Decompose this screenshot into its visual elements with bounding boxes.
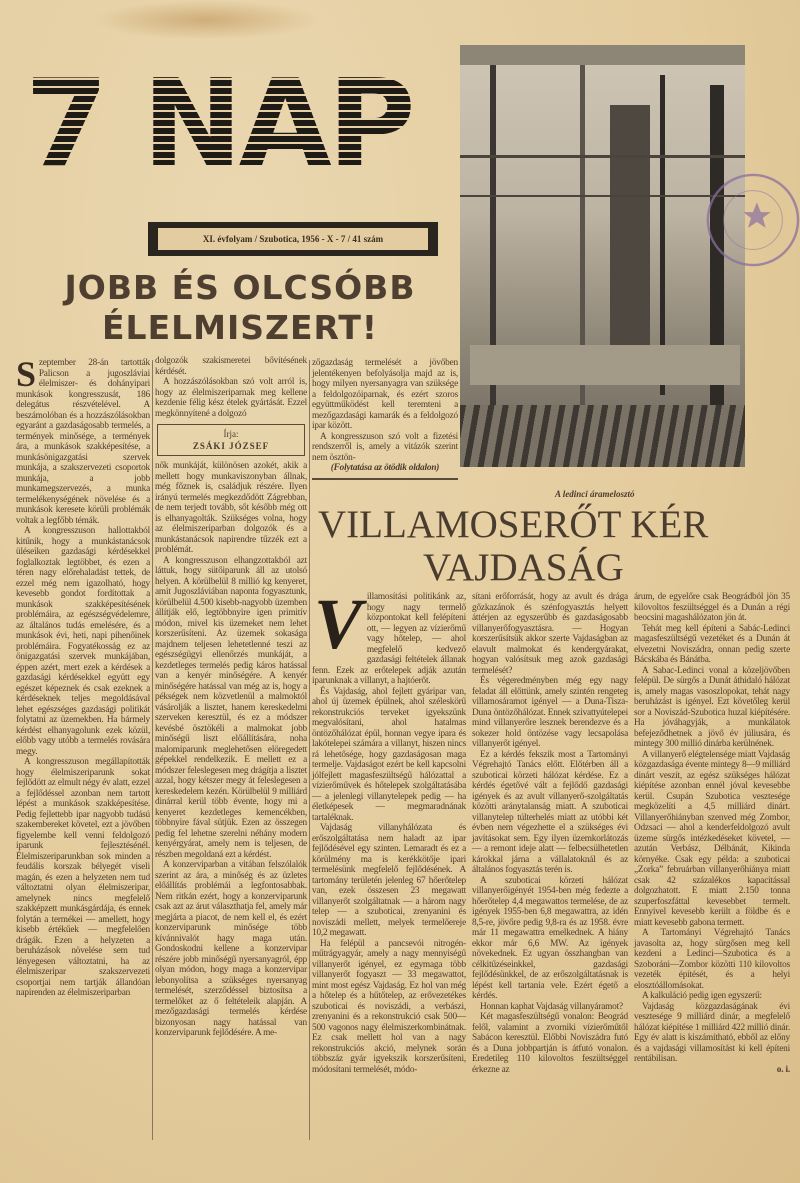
paragraph: zőgazdaság termelését a jövőben jelentékenyen befolyásolja majd az is, hogy milyen nyersanyagra van szüksége a feldolgozóiparnak, és ezért szoros együttműködést kell teremteni a mezőgazdasági kamarák és a feldolgozó ipar között. bbox=[312, 358, 458, 431]
paper-stain bbox=[90, 0, 320, 40]
article2-column-3 bbox=[634, 592, 790, 1075]
paragraph: Vajdaság közgazdaságának évi vesztesége 9 milliárd dinár, a megfelelő hálózat kiépítése 1 milliárd 422 millió dinár. Egy év alatt is kiszámítható, ebből az előny és a vajdasági villamosítást ki kell építeni rentábilisan. bbox=[634, 1001, 790, 1064]
paragraph: A szuboticai körzeti hálózat villanyerőigényét 1954-ben még fedezte a hőerőtelep 4,4 megawattos termelése, de az igények 1955-ben 6,8 megawattra, az idén 8,5-re, jövőre pedig 9,8-ra és az 1958. évre már 11 megawattra emelkednek. A hiány ekkor már 6,6 MW. Az igények növekednek. Ez ugyan összhangban van célkitűzéseinkkel, gazdasági fejlődésünkkel, de az erőszolgáltatásnak is lépést kell tartania vele. Ezért égető a kérdés. bbox=[472, 875, 628, 1001]
logo-text: 7 NAP bbox=[25, 40, 412, 210]
byline-label: Írja: bbox=[223, 429, 239, 439]
paragraph: nők munkáját, különösen azokét, akik a mellett hogy munkaviszonyban állnak, még főznek is, családjuk részére. Ilyen irányú termelés megkezdődött Zágrebban, de nem terjedt tovább, sőt később még ott is elhanyagolták. Szükséges volna, hogy az élelmiszeriparban dolgozók és a munkástanácsok napirendre tűzzék ezt a problémát. bbox=[155, 461, 307, 555]
paragraph: És Vajdaság, ahol fejlett gyáripar van, ahol új üzemek épülnek, ahol széleskörű rekonstrukciós terveket igyekszünk megvalósítani, ahol hatalmas öntözőhálózat épül, honnan vegye ipara és lakótelepei számára a villanyt, hiszen nincs rá lehetősége, hogy gazdaságosan maga termelje. Vajdaságot ezért be kell kapcsolni jólfejlett magasfeszültségű hálózattal a vízierőművek és hőtelepek szolgáltatásába — a jelenlegi villanytelepek pedig — ha életképesek — megmaradnának tartaléknak. bbox=[312, 686, 466, 823]
paragraph: zeptember 28-án tartották Palicson a jugoszláviai élelmiszer- és dohányipari munkások kongresszusát, 186 delegátus részvételével. A beszámolóban és a hozzászólásokban egyaránt a gazdaságosabb termelés, a termények minősége, a termények ára, a munkások szakképesítése, a munkásönigazgatási szervek munkája, a szakszervezeti csoportok munkája, a jobb munkamegszervezés, a munka termelékenységének növelése és a munkások keresete körüli problémák voltak a legfőbb témák. bbox=[16, 358, 150, 526]
article2-column-1 bbox=[312, 584, 466, 1075]
column-divider bbox=[309, 360, 310, 1140]
paragraph: A hozzászólásokban szó volt arról is, hogy az élelmiszeriparnak meg kellene kezdenie félig kész ételek gyártását. Ezzel megkönnyítené a dolgozó bbox=[155, 377, 307, 419]
paragraph: Ez a kérdés fekszik most a Tartományi Végrehajtó Tanács előtt. Előtérben áll a szuboticai körzeti hálózat kérdése. Ez a kérdés égetővé vált a fejlődő gazdasági igények és az avult villanyerő-szolgáltatás közötti aránytalanság miatt. A szuboticai villanytelep túlterhelés miatt az utóbbi két évben nem végezhette el a szükséges évi javításokat sem. Egy ilyen üzemkorlátozás — a remont ideje alatt — felbecsülhetetlen károkkal járna a vállalatoknál és az általános fogyasztás terén is. bbox=[472, 749, 628, 875]
article2-column-2 bbox=[472, 592, 628, 1075]
dateline-box bbox=[148, 222, 438, 256]
paragraph: A kongresszuson elhangzottakból azt láttuk, hogy sütőiparunk áll az utolsó helyen. A körülbelül 8 millió kg kenyeret, amit Jugoszláviában naponta fogyasztunk, körülbelül 4.500 kisebb-nagyobb üzemben állítják elő, legtöbbnyire igen primitív módon, mivel kis üzemeket nem lehet korszerűsíteni. Az üzemek sokasága majdnem teljesen lehetetlenné teszi az egészségügyi ellenőrzés munkáját, a kezdetleges termelés pedig káros hatással van a kenyér minőségére. A kenyér minőségére hatással van még az is, hogy a pékségek nem közvetlenül a malmoktól vásárolják a lisztet, hanem kereskedelmi szerveken keresztül, és ez a módszer kevésbé ösztökéli a malmokat jobb minőségű liszt előállítására, noha malomiparunk meglehetősen elöregedett gépekkel rendelkezik. E mellett ez a módszer feleslegesen meg drágítja a lisztet azzal, hogy kétszer megy át feleslegesen a kereskedelem kezén. Körülbelül 9 milliárd dinárral kerül több évente, hogy mi a kenyeret kezdetleges kemencékben, többnyire fával sütjük. Ezen az összegen pedig fel lehetne szerelni néhány modern kenyérgyárat, amely nem is teljesen, de részben megoldaná ezt a kérdést. bbox=[155, 555, 307, 860]
paragraph: A kongresszuson hallottakból kitűnik, hogy a munkástanácsok üléseiken gazdasági kérdésekkel foglalkoztak legtöbbet, és ezen a téren nagy előrehaladást tettek, de ezzel még nem igazolható, hogy kevesebb gondot fordítottak a munkások szakképesítésének problémáira, az egészségvédelemre, az általános tudás emelésére, és a munkások évi, heti, napi pihenőinek problémáira. Fogyatékosság ez az önigazgatási szervek munkájában, éppen azért, mert ezek a kérdések a gazdasági kérdésekkel együtt egy egészet képeznek és csak ezeknek a kérdéseknek teljes megoldásával lehet egészséges gazdasági politikát folytatni az üzemekben. Ha bármely kérdést elhanyagolunk ezek közül, előbb vagy utóbb a termelés rovására megy. bbox=[16, 526, 150, 757]
paragraph: A Sabac-Ledinci vonal a közeljövőben felépül. De sürgős a Dunát áthidaló hálózat is, amely magas vasoszlopokat, tehát nagy beruházást is igényel. Ezt követőleg kerül sor a Noviszád-Szubotica huzal kiépítésére. Ha jóváhagyják, a munkálatok befejeződhetnek a jövő év júliusára, és mintegy 300 millió dinárba kerülnének. bbox=[634, 665, 790, 749]
continued-link[interactable]: (Folytatása az ötödik oldalon) bbox=[330, 463, 440, 473]
paragraph: dolgozók szakismeretei bővítésének kérdését. bbox=[155, 356, 307, 377]
subheading: Honnan kaphat Vajdaság villanyáramot? bbox=[480, 1001, 623, 1012]
paragraph: A kalkuláció pedig igen egyszerű: bbox=[642, 991, 762, 1001]
paragraph: És végeredményben még egy nagy feladat áll előttünk, amely szintén rengeteg villamosáramot igényel — a Duna-Tisza-Duna öntözőhálózat. Ennek szivattyútelepei mind villanyerőre lesznek berendezve és a sokezer hold öntözése vagy lecsapolása villanyerőt igényel. bbox=[472, 676, 628, 749]
headline-line-1: JOBB ÉS OLCSÓBB bbox=[64, 268, 416, 307]
paragraph: Vajdaság villanyhálózata és erőszolgáltatása nem haladt az ipar fejlődésével egy szinten. Lemaradt és ez a körülmény ma is kerékkötője ipari termelésünk megfelelő fejlődésének. A tartomány területén jelenleg 67 hőerőtelep van, ezek összesen 23 megawatt villanyerőt szolgáltatnak — a három nagy telep — a szuboticai, zrenyanini és noviszádi mellett, melyek termelőereje 10,2 megawatt. bbox=[312, 823, 466, 938]
headline-line-2: VAJDASÁG bbox=[423, 546, 624, 589]
article-divider bbox=[312, 478, 458, 480]
column-divider bbox=[152, 360, 153, 1140]
paragraph: A kongresszuson szó volt a fizetési rendszerről is, amely a vitázók szerint nem ösztön- bbox=[312, 431, 458, 463]
dateline: XI. évfolyam / Szubotica, 1956 - X - 7 / 41 szám bbox=[158, 228, 428, 250]
paragraph: Ha felépül a pancsevói nitrogén-műtrágyagyár, amely a nagy mennyiségű villanyerőt igényel, ez egymaga több villanyerőt fogyaszt — 33 megawattot, mint most egész Vajdaság. Ez hol van még a hőtelep és a hűtőtelep, az erővezetékes szuboticai és noviszádi, a verbászi, zrenyanini és a rekonstrukció csak 500—500 vagonos nagy élelmiszerkombinátnak. Ez csak mellett hol van a nagy rekonstrukciós akció, melynek során többszáz gyár igyekszik korszerűsíteni, módosítani termelését, módo- bbox=[312, 938, 466, 1075]
library-stamp bbox=[702, 168, 800, 272]
paragraph: A konzerviparban a vitában felszólalók szerint az ára, a minőség és az üzletes előállítás problémái a legfontosabbak. Nem ritkán ezért, hogy a konzerviparunk csak azt az árut választhatja fel, amely már megjárta a piacot, de nem kell el, és ezért konzerviparunk minősége több kívánnivalót hagy maga után. Gondoskodni kellene a konzervipar részére jobb minőségű nyersanyagról, épp olyan módon, hogy maga a konzervipar lebonyolítsa a szükséges nyersanyag termelését, szerződéssel biztosítsa a termelőket az ő feltételeik alapján. A mezőgazdasági termelés kérdése bizonyosan nagy hatással van konzerviparunk fejlődésére. A me- bbox=[155, 860, 307, 1038]
paragraph: A villanyerő elégtelensége miatt Vajdaság közgazdasága évente mintegy 8—9 milliárd dinárt veszít, az egész szükséges hálózat kiépítése azonban ennél jóval kevesebbe kerül. Csupán Szubotica vesztesége megközelíti a 4,5 milliárd dinárt. Villanyerőhiányban szenved még Zombor, Odzsaci — ahol a kenderfeldolgozó avult üzeme sürgős intézkedéseket követel, — azután Verbász, Délbánát, Kikinda környéke. Csak egy példa: a szuboticai „Zorka” februárban villanyerőhiánya miatt csak 42 százalékos kapacitással dolgozhatott. E miatt 2.150 tonna szuperfoszfáttal kevesebbet termelt. Ennyivel kevesebb került a földbe és e miatt kevesebb gabona termett. bbox=[634, 749, 790, 928]
paragraph: A kongresszuson megállapították hogy élelmiszeriparunk sokat fejlődött az elmult négy év alatt, ezzel a fejlődéssel azonban nem tartott lépést a munkások szakképesítése. Pedig fejlettebb ipar nagyobb tudású szakembereket követel, ezt a jövőben figyelembe kell venni feldolgozó iparunk fejlesztésénél. Élelmiszeriparunkban sok minden a feudális korszak bélyegét viseli magán, és ezen a helyzeten nem tud változtatni olyan élelmiszeripar, amelynek nincs megfelelő szakképzett munkásgárdája, és ennek folytán a termékei — amellett, hogy kisebb értékűek — megfelelően drágák. Ezen a helyzeten a beruházások növelése sem tud lényegesen változtatni, ha az élelmiszeripar szakszervezeti csoportjai nem tartják állandóan napirenden az élelmiszeriparban bbox=[16, 757, 150, 998]
paragraph: illamosítási politikánk az, hogy nagy termelő központokat kell felépíteni ott, — legyen az vízierőmű vagy hőtelep, — ahol megfelelő kedvező gazdasági feltételek állanak fenn. Ezek az erőtelepek adják azután iparunknak a villanyt, a hajtóerőt. bbox=[312, 592, 466, 686]
paragraph: árum, de egyelőre csak Beográdból jön 35 kilovoltos feszültséggel és a Dunán a régi beocsini magashálózaton jön át. bbox=[634, 592, 790, 623]
masthead-logo bbox=[25, 40, 450, 215]
article1-headline bbox=[30, 268, 450, 348]
article1-column-1 bbox=[16, 354, 150, 999]
article1-column-3 bbox=[312, 358, 458, 480]
article2-headline bbox=[318, 503, 788, 589]
dropcap: V bbox=[314, 584, 362, 664]
dropcap: S bbox=[16, 354, 36, 394]
byline-box bbox=[157, 424, 305, 456]
headline-line-2: ÉLELMISZERT! bbox=[102, 308, 378, 347]
paragraph: sítani erőforrását, hogy az avult és drága gőzkazánok és szénfogyasztás helyett áttérjen az egyszerűbb és gazdaságosabb villanyerőfogyasztásra. — Hogyan korszerűsítsük akkor szerte Vajdaságban az elavult malmokat és kendergyárakat, hogyan valósítsuk meg azok gazdasági termelését? bbox=[472, 592, 628, 676]
paragraph: A Tartományi Végrehajtó Tanács javasolta az, hogy sürgősen meg kell kezdeni a Ledinci—Szubotica és a Szoboráni—Zombor közötti 110 kilovoltos vezeték építését, és a helyi elosztóállomásokat. bbox=[634, 928, 790, 991]
author-signature: o. i. bbox=[776, 1064, 790, 1075]
headline-line-1: VILLAMOSERŐT KÉR bbox=[318, 503, 709, 546]
paragraph: Tehát meg kell építeni a Sabác-Ledinci magasfeszültségű vezetéket és a Dunán át elvezetni Noviszádra, onnan pedig szerte Bácskába és Bánátba. bbox=[634, 623, 790, 665]
byline-author: ZSÁKI JÓZSEF bbox=[192, 441, 270, 451]
photo-caption: A ledinci áramelosztó bbox=[555, 489, 635, 499]
paragraph: Két magasfeszültségű vonalon: Beográd felől, valamint a zvorniki vízierőműtől Sabácon keresztül. Előbbi Noviszádra futó és a Duna jobbpartján is átfutó vonalon. Eredetileg 110 kilovoltos feszültséggel érkezne az bbox=[472, 1012, 628, 1075]
article1-column-2 bbox=[155, 356, 307, 1039]
